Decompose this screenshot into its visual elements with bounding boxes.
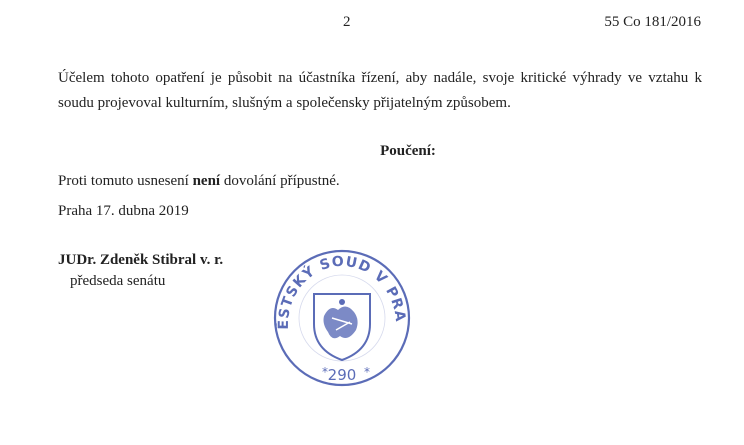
court-stamp xyxy=(272,232,412,390)
page-number: 2 xyxy=(343,14,351,30)
date-line: Praha 17. dubna 2019 xyxy=(58,203,189,219)
instruction-text-start: Proti tomuto usnesení xyxy=(58,173,193,189)
case-number: 55 Co 181/2016 xyxy=(604,14,701,30)
stamp-number: 290 xyxy=(327,366,357,384)
instruction-heading: Poučení: xyxy=(380,143,436,159)
body-paragraph: Účelem tohoto opatření je působit na účastníka řízení, aby nadále, svoje kritické výhrady ve vztahu k soudu projevoval kulturním, slušným a společensky přijatelným způsobem. xyxy=(58,70,702,111)
court-stamp-seal-icon xyxy=(272,232,412,390)
signature-role: předseda senátu xyxy=(70,273,166,289)
instruction-text xyxy=(58,173,340,190)
svg-text:*: * xyxy=(364,365,370,379)
instruction-text-end: dovolání přípustné. xyxy=(220,173,340,189)
instruction-text-emphasis: není xyxy=(192,173,221,189)
stamp-arc-text: ĚSTSKÝ SOUD V PRA xyxy=(275,253,409,330)
signature-name: JUDr. Zdeněk Stibral v. r. xyxy=(58,252,224,268)
svg-text:*: * xyxy=(322,365,328,379)
